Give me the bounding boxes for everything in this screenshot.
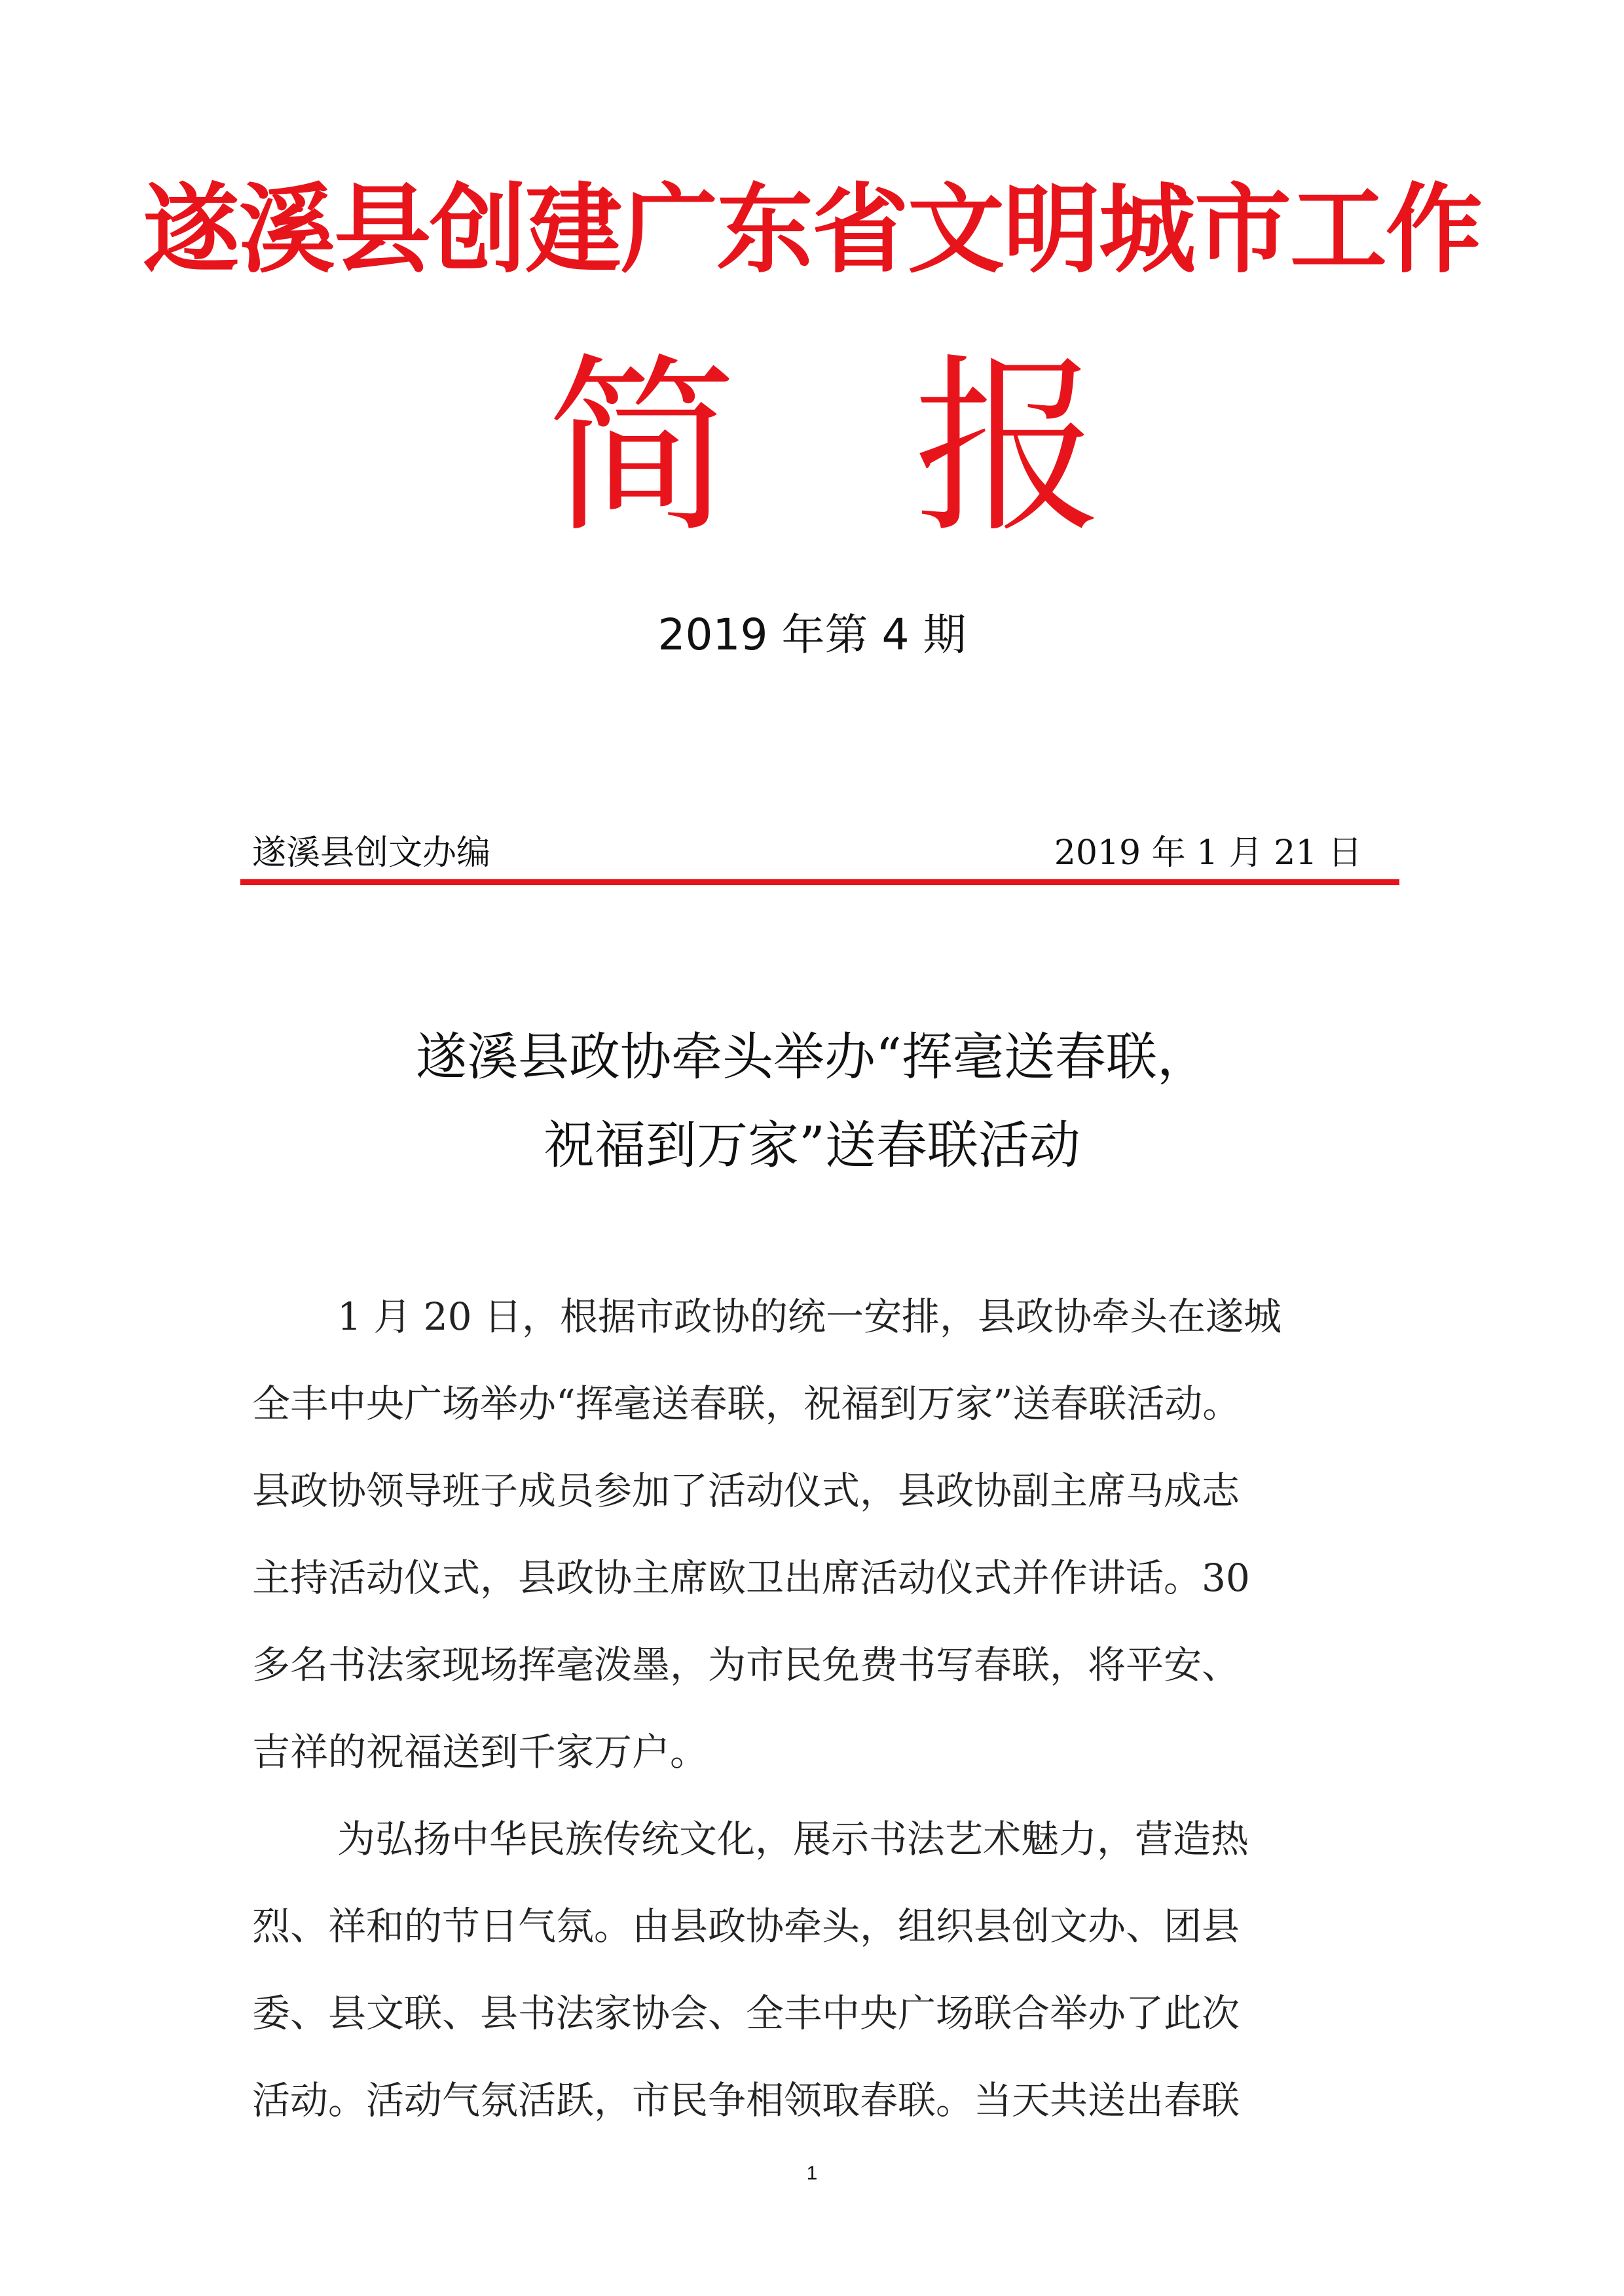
- article-body: [252, 1273, 1378, 2144]
- body-line: 全丰中央广场举办“挥毫送春联，祝福到万家”送春联活动。: [252, 1381, 1241, 1426]
- article-headline-line-1: 遂溪县政协牵头举办“挥毫送春联，: [416, 1028, 1208, 1087]
- publication-date: 2019 年 1 月 21 日: [1054, 833, 1362, 873]
- article-headline-line-2: 祝福到万家”送春联活动: [544, 1116, 1080, 1175]
- body-line: 主持活动仪式，县政协主席欧卫出席活动仪式并作讲话。30: [252, 1556, 1250, 1600]
- body-line: 吉祥的祝福送到千家万户。: [252, 1730, 709, 1774]
- masthead-bulletin-label: [0, 340, 1624, 556]
- masthead-red-rule: [240, 879, 1399, 885]
- body-line: 县政协领导班子成员参加了活动仪式，县政协副主席马成志: [252, 1468, 1240, 1513]
- body-line: 烈、祥和的节日气氛。由县政协牵头，组织县创文办、团县: [252, 1904, 1240, 1948]
- body-line: 为弘扬中华民族传统文化，展示书法艺术魅力，营造热: [337, 1817, 1249, 1861]
- body-line: 1 月 20 日，根据市政协的统一安排，县政协牵头在遂城: [337, 1294, 1282, 1339]
- body-line: 多名书法家现场挥毫泼墨，为市民免费书写春联，将平安、: [252, 1643, 1240, 1687]
- publisher-line: 遂溪县创文办编: [252, 833, 491, 873]
- body-line: 活动。活动气氛活跃，市民争相领取春联。当天共送出春联: [252, 2078, 1240, 2123]
- masthead-char-jian: 简: [547, 338, 737, 558]
- masthead-char-bao: 报: [913, 338, 1103, 558]
- body-line: 委、县文联、县书法家协会、全丰中央广场联合举办了此次: [252, 1991, 1240, 2035]
- issue-number: 2019 年第 4 期: [657, 610, 967, 660]
- page-number: 1: [806, 2162, 818, 2184]
- masthead-title: 遂溪县创建广东省文明城市工作: [143, 172, 1481, 286]
